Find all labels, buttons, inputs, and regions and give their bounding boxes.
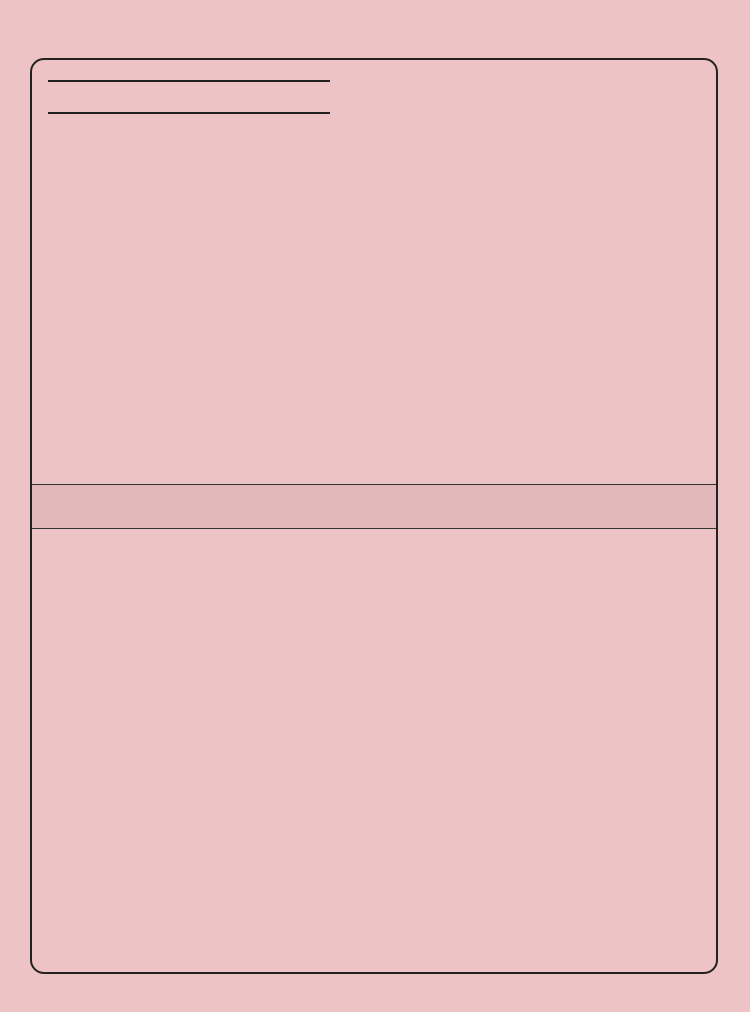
results-grid	[378, 532, 700, 936]
title-rule-top	[48, 80, 330, 82]
entry-list-header-band	[32, 484, 716, 529]
entry-list-title	[46, 494, 74, 514]
title-rule-bottom	[48, 112, 330, 114]
